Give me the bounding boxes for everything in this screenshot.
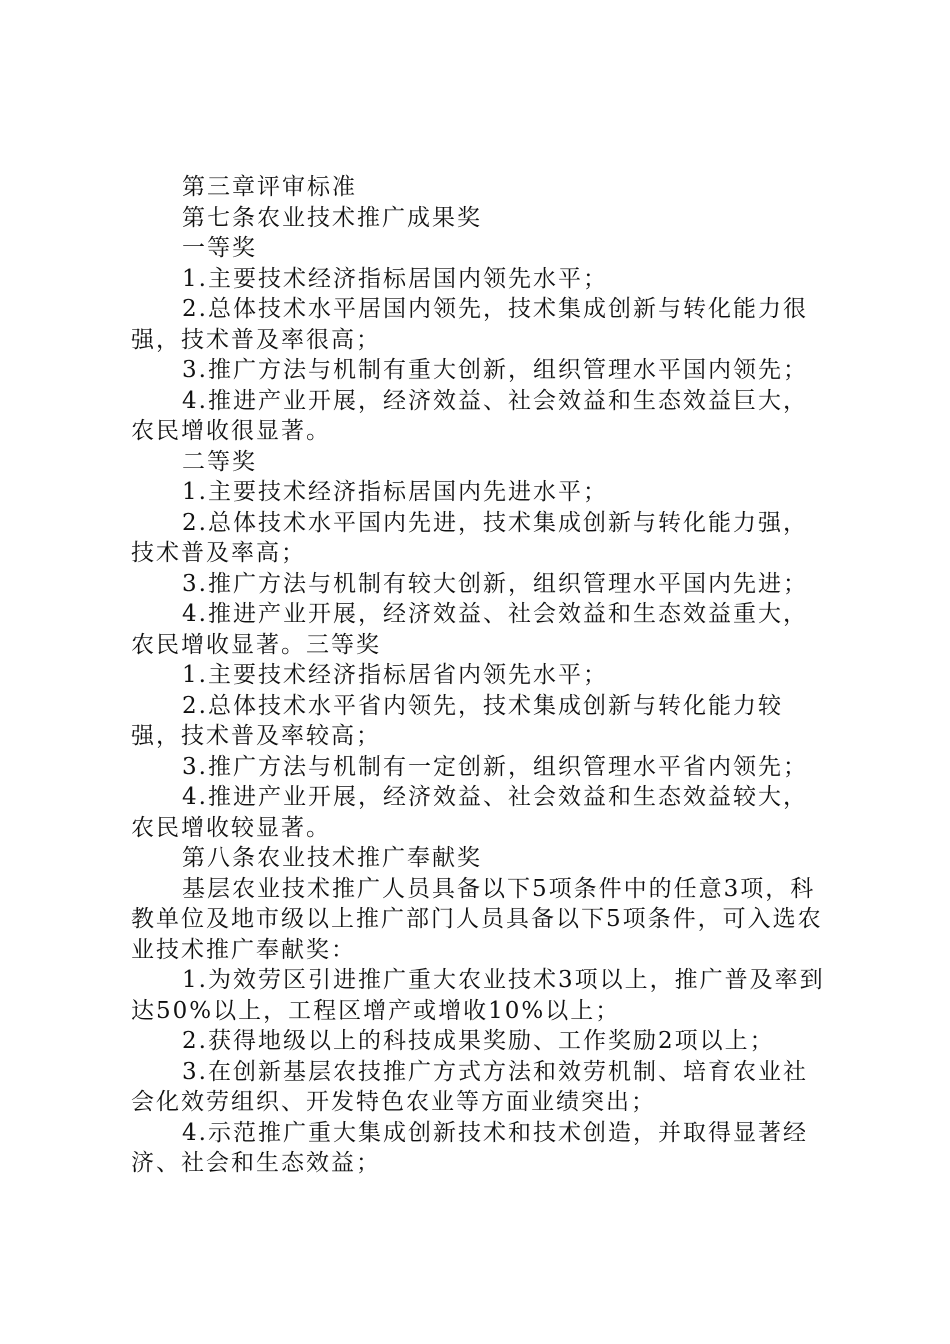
criteria-item: 2.总体技术水平国内先进，技术集成创新与转化能力强，技术普及率高； xyxy=(131,509,808,566)
criteria-item: 1.为效劳区引进推广重大农业技术3项以上，推广普及率到达50%以上，工程区增产或增收10%以上； xyxy=(131,967,825,1024)
award-level-heading: 二等奖 xyxy=(182,448,257,475)
award-level-heading: 一等奖 xyxy=(182,235,257,261)
criteria-item: 3.推广方法与机制有一定创新，组织管理水平省内领先； xyxy=(182,753,808,780)
criteria-item: 1.主要技术经济指标居国内领先水平； xyxy=(182,265,608,292)
criteria-item: 2.总体技术水平省内领先，技术集成创新与转化能力较强，技术普及率较高； xyxy=(131,692,783,749)
article-heading: 第七条农业技术推广成果奖 xyxy=(182,204,482,231)
body-paragraph: 基层农业技术推广人员具备以下5项条件中的任意3项，科教单位及地市级以上推广部门人员具备以下5项条件，可入选农业技术推广奉献奖： xyxy=(131,875,823,963)
criteria-item: 1.主要技术经济指标居国内先进水平； xyxy=(182,479,608,505)
article-heading: 第八条农业技术推广奉献奖 xyxy=(182,845,482,871)
chapter-heading: 第三章评审标准 xyxy=(182,174,357,200)
criteria-item: 4.推进产业开展，经济效益、社会效益和生态效益较大，农民增收较显著。 xyxy=(131,784,808,841)
criteria-item: 2.总体技术水平居国内领先，技术集成创新与转化能力很强，技术普及率很高； xyxy=(131,296,808,353)
criteria-item: 3.推广方法与机制有重大创新，组织管理水平国内领先； xyxy=(182,357,808,383)
criteria-item: 4.推进产业开展，经济效益、社会效益和生态效益重大，农民增收显著。三等奖 xyxy=(131,601,808,658)
criteria-item: 4.推进产业开展，经济效益、社会效益和生态效益巨大，农民增收很显著。 xyxy=(131,387,808,444)
document-body xyxy=(131,172,831,1179)
criteria-item: 3.推广方法与机制有较大创新，组织管理水平国内先进； xyxy=(182,570,808,597)
criteria-item: 2.获得地级以上的科技成果奖励、工作奖励2项以上； xyxy=(182,1028,775,1054)
criteria-item: 1.主要技术经济指标居省内领先水平； xyxy=(182,662,608,688)
criteria-item: 3.在创新基层农技推广方式方法和效劳机制、培育农业社会化效劳组织、开发特色农业等方面业绩突出； xyxy=(131,1058,808,1115)
criteria-item: 4.示范推广重大集成创新技术和技术创造，并取得显著经济、社会和生态效益； xyxy=(131,1119,808,1176)
